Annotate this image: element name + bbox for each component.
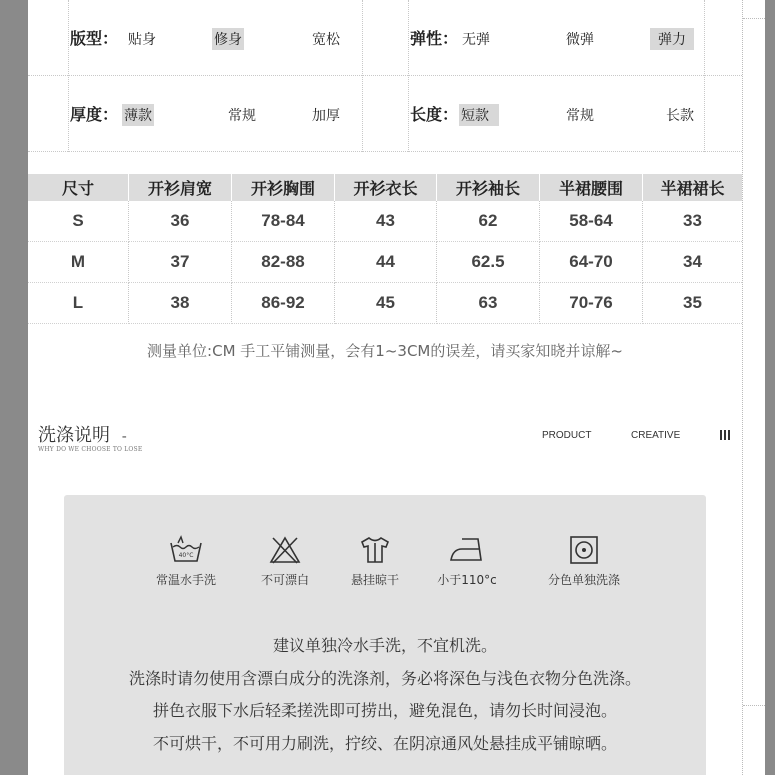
attribute-grid	[28, 0, 742, 152]
header-bust: 开衫胸围	[232, 174, 335, 201]
table-row	[28, 201, 742, 242]
care-item-hand-wash	[141, 535, 231, 588]
cell: 37	[129, 242, 232, 283]
length-option-regular: 常规	[566, 108, 594, 124]
elasticity-option-none: 无弹	[462, 32, 490, 48]
thickness-option-regular: 常规	[228, 108, 256, 124]
size-table-header	[28, 174, 742, 201]
elasticity-label: 弹性：	[410, 29, 459, 48]
care-item-hang-dry	[330, 535, 420, 588]
care-instructions	[64, 630, 706, 760]
header-waist: 半裙腰围	[540, 174, 643, 201]
wash-section-title	[38, 421, 127, 447]
thickness-option-thick: 加厚	[312, 108, 340, 124]
header-size: 尺寸	[28, 174, 129, 201]
measurement-note: 测量单位:CM 手工平铺测量，会有1~3CM的误差，请买家知晓并谅解~	[147, 342, 623, 360]
cell: 86-92	[232, 283, 335, 324]
attribute-row-2	[28, 76, 742, 151]
wash-temperature: 40°C	[178, 552, 194, 559]
care-label: 常温水手洗	[155, 573, 216, 587]
cell: S	[28, 201, 129, 242]
product-detail-page	[28, 0, 742, 775]
cell: 44	[335, 242, 437, 283]
table-row	[28, 283, 742, 324]
fit-option-loose: 宽松	[312, 32, 340, 48]
cell: 62	[437, 201, 540, 242]
cell: L	[28, 283, 129, 324]
thickness-option-thin-selected: 薄款	[122, 104, 154, 126]
cell: 34	[643, 242, 743, 283]
cell: 58-64	[540, 201, 643, 242]
wash-subtitle: WHY DO WE CHOOSE TO LOSE	[38, 446, 143, 453]
elasticity-option-stretch-selected: 弹力	[650, 28, 694, 50]
fit-option-slim-selected: 修身	[212, 28, 244, 50]
wash-title-text: 洗涤说明	[38, 425, 110, 446]
care-label: 分色单独洗涤	[547, 573, 620, 587]
cell: 63	[437, 283, 540, 324]
fit-option-fitted: 贴身	[128, 32, 156, 48]
thickness-label: 厚度：	[70, 105, 119, 124]
care-panel	[64, 495, 706, 775]
care-label: 悬挂晾干	[350, 573, 399, 587]
care-item-no-bleach	[240, 535, 330, 588]
menu-icon[interactable]	[720, 430, 730, 440]
nav-creative-link[interactable]: CREATIVE	[631, 430, 681, 441]
care-item-separate-wash	[534, 535, 634, 588]
hang-dry-icon	[359, 535, 391, 565]
cell: 70-76	[540, 283, 643, 324]
cell: 62.5	[437, 242, 540, 283]
no-bleach-icon	[268, 535, 302, 565]
care-line: 洗涤时请勿使用含漂白成分的洗涤剂，务必将深色与浅色衣物分色洗涤。	[128, 668, 641, 688]
length-option-long: 长款	[666, 108, 694, 124]
right-gutter	[742, 0, 765, 775]
cell: 82-88	[232, 242, 335, 283]
length-option-short-selected: 短款	[459, 104, 499, 126]
length-label: 长度：	[410, 105, 459, 124]
cell: 43	[335, 201, 437, 242]
care-label: 不可漂白	[260, 573, 309, 587]
care-line: 拼色衣服下水后轻柔搓洗即可捞出，避免混色，请勿长时间浸泡。	[152, 701, 617, 720]
cell: 78-84	[232, 201, 335, 242]
fit-label: 版型：	[70, 29, 119, 48]
size-table	[28, 174, 742, 324]
header-sleeve: 开衫袖长	[437, 174, 540, 201]
cell: 45	[335, 283, 437, 324]
wash-title-dash: -	[121, 429, 127, 445]
header-shoulder: 开衫肩宽	[129, 174, 232, 201]
care-item-iron	[422, 535, 512, 588]
cell: 64-70	[540, 242, 643, 283]
cell: M	[28, 242, 129, 283]
hand-wash-icon	[168, 535, 204, 565]
cell: 38	[129, 283, 232, 324]
header-cardigan-length: 开衫衣长	[335, 174, 437, 201]
cell: 36	[129, 201, 232, 242]
cell: 33	[643, 201, 743, 242]
iron-icon	[448, 535, 486, 565]
nav-product-link[interactable]: PRODUCT	[542, 430, 592, 441]
table-row	[28, 242, 742, 283]
header-skirt-length: 半裙裙长	[643, 174, 743, 201]
care-line: 不可烘干，不可用力刷洗，拧绞、在阴凉通风处悬挂成平铺晾晒。	[152, 733, 617, 753]
cell: 35	[643, 283, 743, 324]
separate-wash-icon	[569, 535, 599, 565]
care-label: 小于110°c	[437, 573, 497, 587]
care-line: 建议单独冷水手洗，不宜机洗。	[272, 636, 497, 655]
attribute-row-1	[28, 0, 742, 75]
elasticity-option-slight: 微弹	[566, 32, 594, 48]
